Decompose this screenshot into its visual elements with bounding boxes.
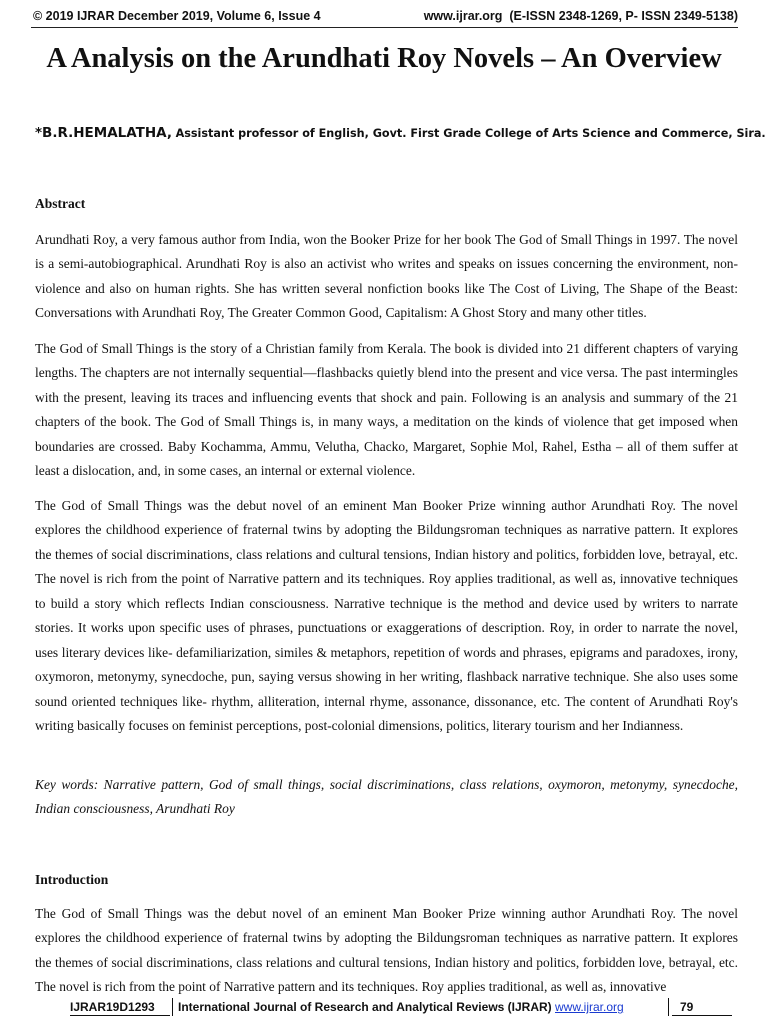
introduction-paragraph: The God of Small Things was the debut novel of an eminent Man Booker Prize winning author Arundhati Roy. The novel explores the childhood experience of fraternal twins by adopting the Bildungsroman techniques as narrative pattern. It explores the themes of social discriminations, class relations and cultural tensions, Indian history and politics, forbidden love, betrayal, etc. The novel is rich from the point of Narrative pattern and its techniques. Roy applies traditional, as well as, innovative <box>35 906 738 995</box>
author-name: *B.R.HEMALATHA, <box>35 125 172 141</box>
abstract-paragraph-2: The God of Small Things is the story of a Christian family from Kerala. The book is divided into 21 different chapters of varying lengths. The chapters are not internally sequential—flashbacks quietly blend into the present and vice versa. The past intermingles with the present, leaving its traces and influencing events that shock and pain. Following is an analysis and summary of the 21 chapters of the book. The God of Small Things is, in many ways, a meditation on the kinds of violence that get imposed when boundaries are crossed. Baby Kochamma, Ammu, Velutha, Chacko, Margaret, Sophie Mol, Rahel, Estha – all of them suffer at least a dislocation, and, in some cases, an internal or external violence. <box>35 341 738 479</box>
header-right <box>424 9 738 23</box>
footer-journal <box>178 1000 624 1014</box>
header-citation: © 2019 IJRAR December 2019, Volume 6, Issue 4 <box>33 9 321 23</box>
author-line <box>35 125 766 141</box>
header-divider <box>31 27 738 28</box>
abstract-heading: Abstract <box>35 196 86 211</box>
footer-ref-id: IJRAR19D1293 <box>70 1000 155 1014</box>
author-affiliation: Assistant professor of English, Govt. First Grade College of Arts Science and Commerce, Sira. <box>175 127 766 140</box>
paper-title: A Analysis on the Arundhati Roy Novels – An Overview <box>46 43 722 74</box>
abstract-paragraph-3: The God of Small Things was the debut novel of an eminent Man Booker Prize winning author Arundhati Roy. The novel explores the childhood experience of fraternal twins by adopting the Bildungsroman techniques as narrative pattern. It explores the themes of social discriminations, class relations and cultural tensions, Indian history and politics, forbidden love, betrayal, etc. The novel is rich from the point of Narrative pattern and its techniques. Roy applies traditional, as well as, innovative techniques to build a story which reflects Indian consciousness. Narrative technique is the method and device used by writers to narrate stories. It works upon specific uses of phrases, punctuations or exaggerations of description. Roy, in order to narrate the novel, uses literary devices like- defamiliarization, similes & metaphors, repetition of words and phrases, epigrams and paradoxes, irony, oxymoron, metonymy, synecdoche, pun, saying versus showing in her writing, flashback narrative technique. She also uses some sound oriented techniques like- rhythm, alliteration, internal rhyme, assonance, dissonance, etc. The content of Arundhati Roy's writing basically focuses on feminist perceptions, post-colonial dimensions, politics, literary tourism and her Indianness. <box>35 498 738 734</box>
header-issn: (E-ISSN 2348-1269, P- ISSN 2349-5138) <box>509 9 738 23</box>
abstract-paragraph-1: Arundhati Roy, a very famous author from India, won the Booker Prize for her book The God of Small Things in 1997. The novel is a semi-autobiographical. Arundhati Roy is also an activist who writes and speaks on issues concerning the environment, non-violence and also on human rights. She has written several nonfiction books like The Cost of Living, The Shape of the Beast: Conversations with Arundhati Roy, The Greater Common Good, Capitalism: A Ghost Story and many other titles. <box>35 232 738 321</box>
page-number: 79 <box>680 1000 694 1014</box>
footer-site-link[interactable]: www.ijrar.org <box>555 1000 624 1014</box>
footer-underline <box>672 1015 732 1016</box>
introduction-heading: Introduction <box>35 872 109 887</box>
header-site-link[interactable]: www.ijrar.org <box>423 9 503 23</box>
footer-underline <box>70 1015 170 1016</box>
footer-journal-name: International Journal of Research and Analytical Reviews (IJRAR) <box>178 1000 552 1014</box>
footer-separator <box>172 998 173 1016</box>
keywords: Key words: Narrative pattern, God of small things, social discriminations, class relations, oxymoron, metonymy, synecdoche, Indian consciousness, Arundhati Roy <box>35 777 738 817</box>
running-header <box>33 9 738 27</box>
page-footer <box>0 998 768 1018</box>
footer-separator <box>668 998 669 1016</box>
